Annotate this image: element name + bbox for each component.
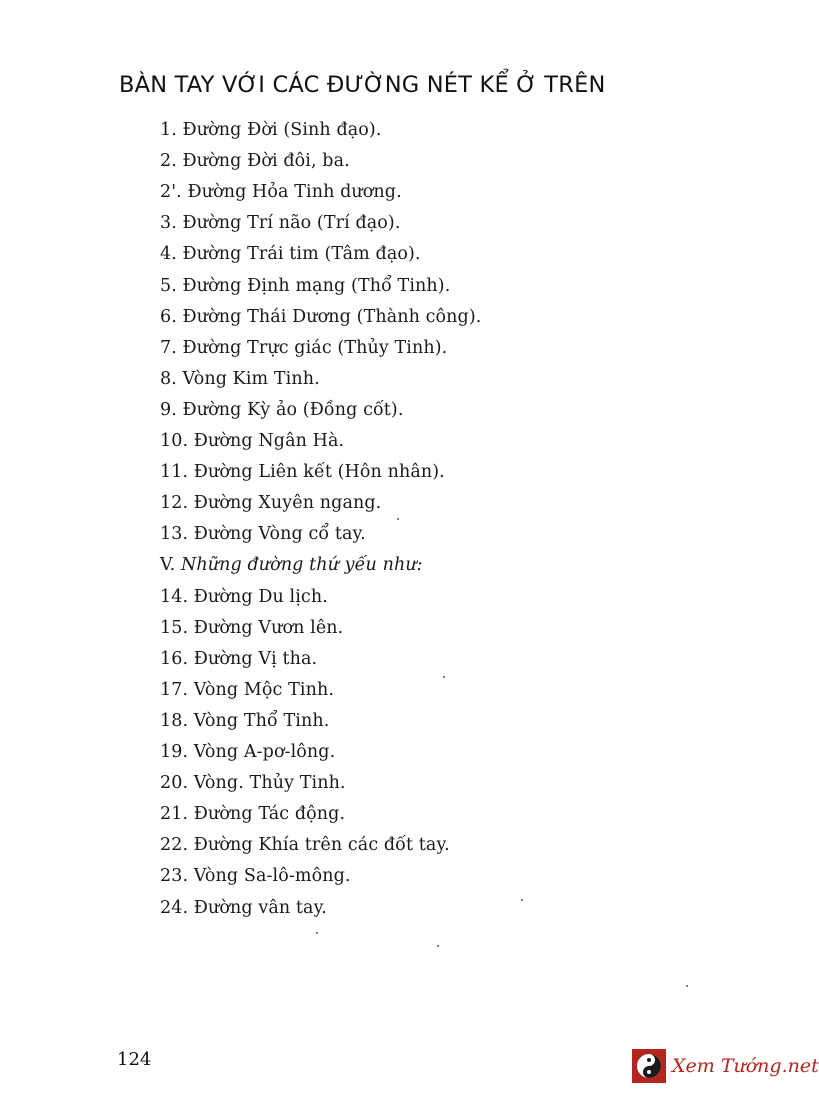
page-title: BÀN TAY VỚI CÁC ĐƯỜNG NÉT KỂ Ở TRÊN [119,72,606,98]
list-item: 11. Đường Liên kết (Hôn nhân). [160,462,445,483]
list-item: 3. Đường Trí não (Trí đạo). [160,213,401,234]
list-item: 18. Vòng Thổ Tinh. [160,710,330,731]
list-item: 8. Vòng Kim Tinh. [160,368,320,389]
list-item: 7. Đường Trực giác (Thủy Tinh). [160,337,448,358]
list-item: 15. Đường Vươn lên. [160,617,344,638]
list-item: 2. Đường Đời đôi, ba. [160,151,350,172]
list-item: 23. Vòng Sa-lô-mông. [160,866,351,887]
list-item: 14. Đường Du lịch. [160,586,328,607]
list-item: 24. Đường vân tay. [160,897,327,918]
list-item-label: Những đường thứ yếu như: [181,555,423,576]
list-item: 16. Đường Vị tha. [160,648,318,669]
list-item: 4. Đường Trái tim (Tâm đạo). [160,244,421,265]
list-item: 6. Đường Thái Dương (Thành công). [160,306,482,327]
list-item: 20. Vòng. Thủy Tinh. [160,773,346,794]
list-item: 5. Đường Định mạng (Thổ Tinh). [160,275,451,296]
watermark-text: Xem Tướng.net [672,1055,819,1077]
watermark [632,1049,819,1083]
list-item: 9. Đường Kỳ ảo (Đồng cốt). [160,399,404,420]
list-item: 17. Vòng Mộc Tinh. [160,679,334,700]
yin-yang-icon [632,1049,666,1083]
list-item-prefix: V. [160,555,182,576]
list-item: 12. Đường Xuyên ngang. [160,493,382,514]
list-item: 10. Đường Ngân Hà. [160,431,345,451]
list-item: 2'. Đường Hỏa Tinh dương. [160,182,402,203]
list-item: 13. Đường Vòng cổ tay. [160,524,366,545]
page-number: 124 [117,1049,152,1070]
list-item: 19. Vòng A-pơ-lông. [160,742,336,762]
list-item: 22. Đường Khía trên các đốt tay. [160,835,450,856]
list-item: 21. Đường Tác động. [160,804,346,825]
list-item [160,555,423,575]
list-item: 1. Đường Đời (Sinh đạo). [160,120,382,140]
